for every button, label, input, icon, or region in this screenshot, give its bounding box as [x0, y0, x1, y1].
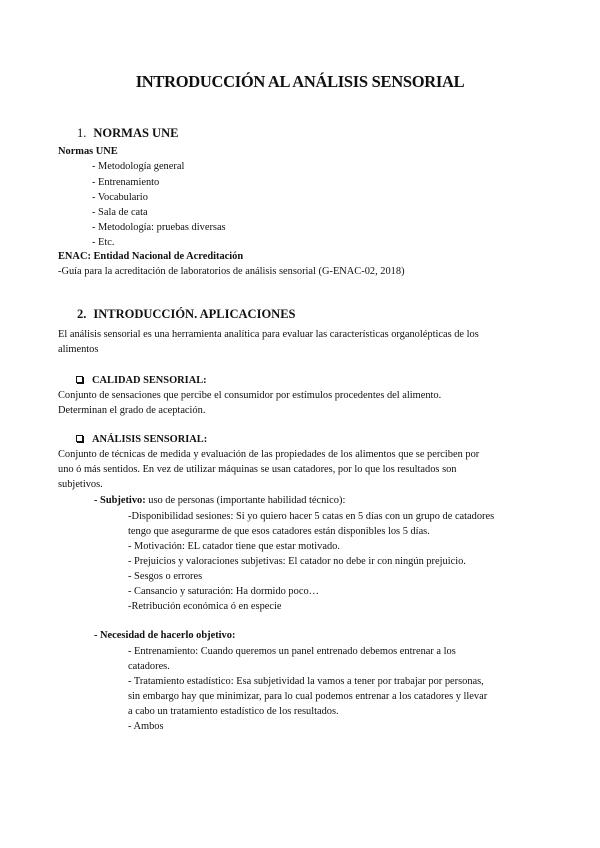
section-1-number: 1.: [77, 126, 87, 140]
checkbox-bullet-icon: [76, 376, 83, 383]
section-2-number: 2.: [77, 307, 87, 321]
norma-item-4: - Sala de cata: [92, 207, 148, 218]
section-2-title: INTRODUCCIÓN. APLICACIONES: [93, 307, 296, 321]
necesidad-item-2-cont: sin embargo hay que minimizar, para lo cual podemos entrenar a los catadores y llevar: [128, 691, 488, 702]
subjetivo-line: [94, 493, 345, 508]
section-1-subheading: Normas UNE: [58, 146, 118, 157]
necesidad-item-1-cont: catadores.: [128, 661, 170, 672]
necesidad-item-2-cont2: a cabo un tratamiento estadístico de los resultados.: [128, 706, 339, 717]
checkbox-bullet-icon: [76, 435, 83, 442]
subjetivo-text: uso de personas (importante habilidad técnico):: [145, 495, 346, 506]
subjetivo-item-4: - Sesgos o errores: [128, 571, 203, 582]
analisis-heading-text: ANÁLISIS SENSORIAL:: [92, 434, 208, 445]
norma-item-6: - Etc.: [92, 237, 115, 248]
calidad-heading: [76, 373, 207, 388]
section-2-heading: [77, 307, 296, 322]
intro-line-1: El análisis sensorial es una herramienta analítica para evaluar las características organolépticas de los: [58, 329, 479, 340]
necesidad-label: - Necesidad de hacerlo objetivo:: [94, 630, 236, 641]
analisis-line-3: subjetivos.: [58, 479, 103, 490]
necesidad-item-2: - Tratamiento estadístico: Esa subjetividad la vamos a tener por trabajar por personas,: [128, 676, 484, 687]
subjetivo-item-6: -Retribución económica ó en especie: [128, 601, 282, 612]
enac-guide: -Guía para la acreditación de laboratorios de análisis sensorial (G-ENAC-02, 2018): [58, 266, 405, 277]
calidad-line-1: Conjunto de sensaciones que percibe el consumidor por estímulos procedentes del alimento.: [58, 390, 442, 401]
analisis-line-1: Conjunto de técnicas de medida y evaluación de las propiedades de los alimentos que se perciben por: [58, 449, 480, 460]
calidad-heading-text: CALIDAD SENSORIAL:: [92, 375, 207, 386]
intro-line-2: alimentos: [58, 344, 99, 355]
subjetivo-item-3: - Prejuicios y valoraciones subjetivas: El catador no debe ir con ningún prejuicio.: [128, 556, 466, 567]
necesidad-item-1: - Entrenamiento: Cuando queremos un panel entrenado debemos entrenar a los: [128, 646, 456, 657]
calidad-line-2: Determinan el grado de aceptación.: [58, 405, 206, 416]
subjetivo-item-5: - Cansancio y saturación: Ha dormido poco…: [128, 586, 320, 597]
subjetivo-item-1: -Disponibilidad sesiones: Si yo quiero hacer 5 catas en 5 días con un grupo de catadores: [128, 511, 495, 522]
necesidad-item-3: - Ambos: [128, 721, 164, 732]
norma-item-3: - Vocabulario: [92, 192, 148, 203]
section-1-heading: [77, 126, 178, 141]
norma-item-2: - Entrenamiento: [92, 177, 160, 188]
analisis-heading: [76, 432, 207, 447]
section-1-title: NORMAS UNE: [93, 126, 179, 140]
subjetivo-item-2: - Motivación: EL catador tiene que estar motivado.: [128, 541, 340, 552]
enac-label: ENAC: Entidad Nacional de Acreditación: [58, 251, 244, 262]
document-title: INTRODUCCIÓN AL ANÁLISIS SENSORIAL: [135, 72, 465, 91]
norma-item-1: - Metodología general: [92, 161, 185, 172]
subjetivo-item-1-cont: tengo que asegurarme de que esos catadores están disponibles los 5 días.: [128, 526, 430, 537]
subjetivo-label: - Subjetivo:: [94, 495, 146, 506]
norma-item-5: - Metodología: pruebas diversas: [92, 222, 226, 233]
analisis-line-2: uno ó más sentidos. En vez de utilizar máquinas se usan catadores, por lo que los resultados son: [58, 464, 457, 475]
